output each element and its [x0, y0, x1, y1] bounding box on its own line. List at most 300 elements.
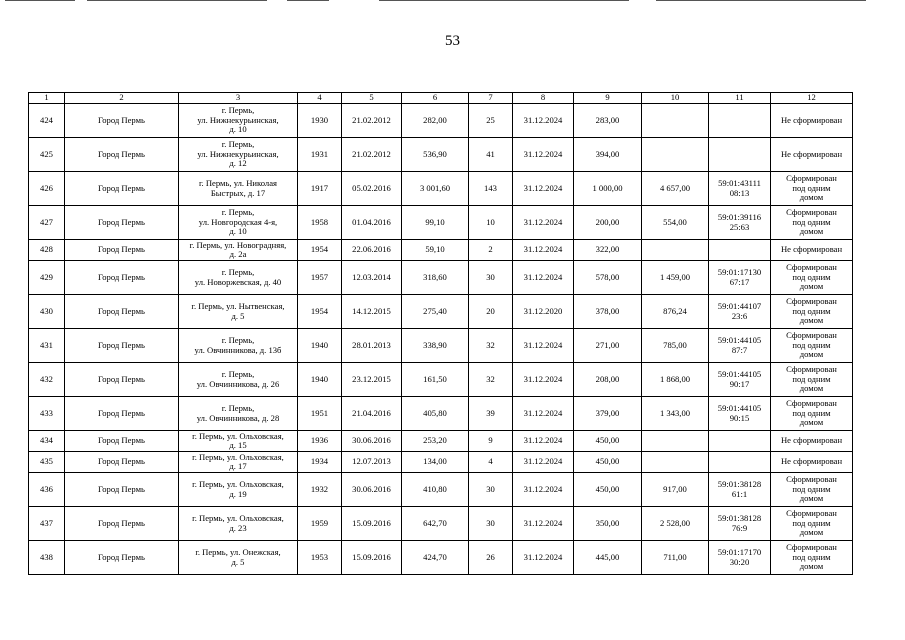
address-line: г. Пермь, ул. Ольховская,: [192, 451, 284, 462]
decision-date: 30.06.2016: [342, 473, 402, 507]
cost-value: 394,00: [574, 138, 642, 172]
cadastral-number: [709, 172, 771, 206]
cadastral-number-line: 59:01:44107: [717, 301, 762, 312]
land-status-line: Сформирован: [786, 364, 837, 375]
municipality: Город Пермь: [65, 172, 179, 206]
row-number: 429: [29, 261, 65, 295]
land-status: [771, 261, 853, 295]
land-status: [771, 541, 853, 575]
build-year: 1917: [298, 172, 342, 206]
cost-value: 379,00: [574, 397, 642, 431]
deadline-date: 31.12.2024: [513, 397, 574, 431]
deadline-date: 31.12.2024: [513, 240, 574, 261]
build-year: 1954: [298, 240, 342, 261]
address: [179, 431, 298, 452]
column-header-5: 5: [342, 93, 402, 104]
decision-date: 01.04.2016: [342, 206, 402, 240]
municipality: Город Пермь: [65, 329, 179, 363]
cost-value: 445,00: [574, 541, 642, 575]
residents-count: 30: [469, 261, 513, 295]
land-status-line: Не сформирован: [780, 148, 843, 159]
land-status-line: Сформирован: [786, 398, 837, 409]
decision-date: 21.02.2012: [342, 104, 402, 138]
municipality: Город Пермь: [65, 431, 179, 452]
cost-value: 1 000,00: [574, 172, 642, 206]
address-line: г. Пермь, ул. Новоградняя,: [189, 239, 287, 250]
cadastral-number-line: 59:01:38128: [717, 513, 762, 524]
build-year: 1936: [298, 431, 342, 452]
area: 536,90: [402, 138, 469, 172]
cadastral-number: [709, 206, 771, 240]
residents-count: 143: [469, 172, 513, 206]
address-line: д. 10: [229, 124, 247, 135]
land-status-line: домом: [799, 192, 824, 203]
land-area: [642, 452, 709, 473]
address-line: г. Пермь,: [221, 369, 255, 380]
area: 424,70: [402, 541, 469, 575]
address-line: г. Пермь, ул. Ольховская,: [192, 430, 284, 441]
decision-date: 30.06.2016: [342, 431, 402, 452]
address: [179, 363, 298, 397]
table-row: [29, 295, 853, 329]
residents-count: 9: [469, 431, 513, 452]
address: [179, 452, 298, 473]
land-status-line: Сформирован: [786, 262, 837, 273]
cadastral-number-line: 67:17: [729, 276, 750, 287]
land-area: 1 343,00: [642, 397, 709, 431]
land-status-line: домом: [799, 349, 824, 360]
column-header-6: 6: [402, 93, 469, 104]
cadastral-number: [709, 329, 771, 363]
address-line: д. 15: [229, 440, 247, 450]
scan-edge-line: [87, 0, 267, 1]
residents-count: 26: [469, 541, 513, 575]
cadastral-number: [709, 138, 771, 172]
deadline-date: 31.12.2024: [513, 452, 574, 473]
address-line: ул. Овчинникова, д. 13б: [194, 344, 282, 355]
column-header-3: 3: [179, 93, 298, 104]
row-number: 426: [29, 172, 65, 206]
address-line: г. Пермь,: [221, 207, 255, 218]
column-header-7: 7: [469, 93, 513, 104]
land-area: [642, 104, 709, 138]
area: 318,60: [402, 261, 469, 295]
address: [179, 206, 298, 240]
decision-date: 15.09.2016: [342, 507, 402, 541]
build-year: 1931: [298, 138, 342, 172]
municipality: Город Пермь: [65, 452, 179, 473]
address-line: г. Пермь, ул. Онежская,: [195, 547, 281, 558]
land-status-line: Сформирован: [786, 296, 837, 307]
table-row: [29, 431, 853, 452]
build-year: 1959: [298, 507, 342, 541]
municipality: Город Пермь: [65, 104, 179, 138]
land-status-line: под одним: [792, 483, 831, 494]
land-status: [771, 104, 853, 138]
land-area: 917,00: [642, 473, 709, 507]
cadastral-number: [709, 431, 771, 452]
cost-value: 208,00: [574, 363, 642, 397]
land-status: [771, 452, 853, 473]
land-status-line: Не сформирован: [780, 435, 843, 446]
row-number: 436: [29, 473, 65, 507]
cadastral-number-line: 90:15: [729, 412, 750, 423]
cadastral-number-line: 59:01:17130: [717, 267, 762, 278]
land-status-line: Не сформирован: [780, 114, 843, 125]
land-status-line: домом: [799, 226, 824, 237]
area: 642,70: [402, 507, 469, 541]
column-header-11: 11: [709, 93, 771, 104]
municipality: Город Пермь: [65, 541, 179, 575]
municipality: Город Пермь: [65, 473, 179, 507]
cadastral-number-line: 76:9: [731, 522, 748, 533]
column-header-1: 1: [29, 93, 65, 104]
municipality: Город Пермь: [65, 206, 179, 240]
land-status-line: под одним: [792, 517, 831, 528]
build-year: 1954: [298, 295, 342, 329]
deadline-date: 31.12.2024: [513, 104, 574, 138]
address-line: г. Пермь, ул. Николая: [199, 178, 277, 189]
land-status-line: домом: [799, 315, 824, 326]
address-line: д. 5: [231, 556, 245, 567]
address-line: ул. Новоржевская, д. 40: [194, 276, 282, 287]
residents-count: 30: [469, 507, 513, 541]
area: 410,80: [402, 473, 469, 507]
address-line: г. Пермь,: [221, 105, 255, 116]
land-status-line: домом: [799, 281, 824, 292]
address-line: Быстрых, д. 17: [210, 187, 266, 198]
residents-count: 20: [469, 295, 513, 329]
table-header-row: [29, 93, 853, 104]
cadastral-number-line: 25:63: [729, 221, 750, 232]
address: [179, 261, 298, 295]
address-line: д. 2а: [229, 249, 247, 259]
residents-count: 2: [469, 240, 513, 261]
build-year: 1940: [298, 329, 342, 363]
municipality: Город Пермь: [65, 397, 179, 431]
address-line: г. Пермь,: [221, 139, 255, 150]
area: 3 001,60: [402, 172, 469, 206]
cadastral-number-line: 59:01:39116: [717, 212, 762, 223]
decision-date: 14.12.2015: [342, 295, 402, 329]
row-number: 435: [29, 452, 65, 473]
deadline-date: 31.12.2024: [513, 431, 574, 452]
table-row: [29, 206, 853, 240]
registry-table: [28, 92, 853, 575]
land-area: [642, 138, 709, 172]
land-status-line: под одним: [792, 373, 831, 384]
residents-count: 32: [469, 363, 513, 397]
table-row: [29, 507, 853, 541]
address-line: г. Пермь,: [221, 267, 255, 278]
cost-value: 378,00: [574, 295, 642, 329]
deadline-date: 31.12.2024: [513, 172, 574, 206]
cadastral-number: [709, 541, 771, 575]
residents-count: 32: [469, 329, 513, 363]
municipality: Город Пермь: [65, 240, 179, 261]
residents-count: 25: [469, 104, 513, 138]
address-line: ул. Новгородская 4-я,: [198, 216, 278, 227]
land-area: 876,24: [642, 295, 709, 329]
address: [179, 172, 298, 206]
address-line: д. 12: [229, 158, 247, 169]
build-year: 1940: [298, 363, 342, 397]
land-area: [642, 431, 709, 452]
table-row: [29, 104, 853, 138]
cadastral-number: [709, 295, 771, 329]
land-status: [771, 329, 853, 363]
land-status-line: домом: [799, 383, 824, 394]
cadastral-number-line: 59:01:44105: [717, 335, 762, 346]
build-year: 1934: [298, 452, 342, 473]
land-status-line: под одним: [792, 271, 831, 282]
row-number: 434: [29, 431, 65, 452]
address-line: г. Пермь, ул. Нытвенская,: [191, 301, 285, 312]
cost-value: 450,00: [574, 431, 642, 452]
land-status-line: Не сформирован: [780, 244, 843, 255]
cadastral-number-line: 59:01:44105: [717, 369, 762, 380]
cadastral-number-line: 30:20: [729, 556, 750, 567]
cost-value: 322,00: [574, 240, 642, 261]
cadastral-number-line: 87:7: [731, 344, 748, 355]
cost-value: 283,00: [574, 104, 642, 138]
table-row: [29, 363, 853, 397]
land-area: [642, 240, 709, 261]
deadline-date: 31.12.2024: [513, 138, 574, 172]
land-status-line: Сформирован: [786, 330, 837, 341]
land-status: [771, 473, 853, 507]
land-status-line: под одним: [792, 216, 831, 227]
area: 59,10: [402, 240, 469, 261]
column-header-9: 9: [574, 93, 642, 104]
row-number: 424: [29, 104, 65, 138]
decision-date: 21.04.2016: [342, 397, 402, 431]
table-row: [29, 138, 853, 172]
address-line: г. Пермь,: [221, 335, 255, 346]
residents-count: 10: [469, 206, 513, 240]
cadastral-number-line: 59:01:44105: [717, 403, 762, 414]
cadastral-number-line: 59:01:38128: [717, 479, 762, 490]
land-status: [771, 138, 853, 172]
land-status: [771, 172, 853, 206]
cost-value: 200,00: [574, 206, 642, 240]
land-area: 4 657,00: [642, 172, 709, 206]
deadline-date: 31.12.2024: [513, 261, 574, 295]
land-status-line: Сформирован: [786, 474, 837, 485]
land-status-line: Сформирован: [786, 207, 837, 218]
area: 161,50: [402, 363, 469, 397]
cadastral-number: [709, 473, 771, 507]
municipality: Город Пермь: [65, 295, 179, 329]
municipality: Город Пермь: [65, 507, 179, 541]
build-year: 1958: [298, 206, 342, 240]
deadline-date: 31.12.2024: [513, 507, 574, 541]
land-status-line: Сформирован: [786, 508, 837, 519]
land-area: 711,00: [642, 541, 709, 575]
area: 275,40: [402, 295, 469, 329]
residents-count: 4: [469, 452, 513, 473]
municipality: Город Пермь: [65, 138, 179, 172]
row-number: 438: [29, 541, 65, 575]
area: 253,20: [402, 431, 469, 452]
land-area: 785,00: [642, 329, 709, 363]
table-row: [29, 541, 853, 575]
build-year: 1930: [298, 104, 342, 138]
decision-date: 12.03.2014: [342, 261, 402, 295]
row-number: 433: [29, 397, 65, 431]
residents-count: 41: [469, 138, 513, 172]
land-status: [771, 363, 853, 397]
row-number: 428: [29, 240, 65, 261]
row-number: 437: [29, 507, 65, 541]
deadline-date: 31.12.2024: [513, 206, 574, 240]
deadline-date: 31.12.2024: [513, 541, 574, 575]
cadastral-number: [709, 261, 771, 295]
land-status-line: домом: [799, 561, 824, 572]
cost-value: 271,00: [574, 329, 642, 363]
decision-date: 23.12.2015: [342, 363, 402, 397]
address-line: д. 10: [229, 226, 247, 237]
address-line: ул. Нижнекурьинская,: [197, 148, 279, 159]
decision-date: 22.06.2016: [342, 240, 402, 261]
land-status-line: под одним: [792, 551, 831, 562]
decision-date: 21.02.2012: [342, 138, 402, 172]
land-status-line: домом: [799, 527, 824, 538]
table-body: [29, 104, 853, 575]
municipality: Город Пермь: [65, 363, 179, 397]
build-year: 1953: [298, 541, 342, 575]
cost-value: 450,00: [574, 452, 642, 473]
table-row: [29, 261, 853, 295]
address: [179, 295, 298, 329]
residents-count: 39: [469, 397, 513, 431]
deadline-date: 31.12.2024: [513, 473, 574, 507]
deadline-date: 31.12.2024: [513, 329, 574, 363]
address-line: ул. Овчинникова, д. 26: [196, 378, 280, 389]
address-line: ул. Овчинникова, д. 28: [196, 412, 280, 423]
land-area: 2 528,00: [642, 507, 709, 541]
address: [179, 104, 298, 138]
residents-count: 30: [469, 473, 513, 507]
decision-date: 28.01.2013: [342, 329, 402, 363]
land-area: 1 868,00: [642, 363, 709, 397]
table-row: [29, 240, 853, 261]
address: [179, 138, 298, 172]
scan-edge-line: [5, 0, 75, 1]
address: [179, 541, 298, 575]
land-status-line: домом: [799, 417, 824, 428]
land-status-line: домом: [799, 493, 824, 504]
land-status-line: под одним: [792, 339, 831, 350]
land-status-line: Не сформирован: [780, 456, 843, 467]
column-header-4: 4: [298, 93, 342, 104]
address: [179, 329, 298, 363]
municipality: Город Пермь: [65, 261, 179, 295]
decision-date: 05.02.2016: [342, 172, 402, 206]
cadastral-number: [709, 397, 771, 431]
land-status: [771, 397, 853, 431]
table-row: [29, 397, 853, 431]
page-number: 53: [445, 33, 460, 49]
cadastral-number-line: 90:17: [729, 378, 750, 389]
area: 405,80: [402, 397, 469, 431]
cadastral-number-line: 59:01:43111: [718, 178, 761, 189]
cadastral-number: [709, 452, 771, 473]
area: 134,00: [402, 452, 469, 473]
row-number: 430: [29, 295, 65, 329]
table-row: [29, 172, 853, 206]
cadastral-number-line: 08:13: [729, 187, 750, 198]
address-line: ул. Нижнекурьинская,: [197, 114, 279, 125]
address: [179, 507, 298, 541]
address-line: д. 17: [229, 461, 247, 471]
row-number: 431: [29, 329, 65, 363]
column-header-2: 2: [65, 93, 179, 104]
area: 338,90: [402, 329, 469, 363]
cadastral-number: [709, 507, 771, 541]
land-status-line: под одним: [792, 182, 831, 193]
land-status: [771, 431, 853, 452]
cadastral-number: [709, 240, 771, 261]
area: 99,10: [402, 206, 469, 240]
address: [179, 397, 298, 431]
cost-value: 350,00: [574, 507, 642, 541]
land-status-line: Сформирован: [786, 542, 837, 553]
land-status: [771, 206, 853, 240]
address-line: г. Пермь, ул. Ольховская,: [192, 479, 284, 490]
land-status: [771, 507, 853, 541]
table-row: [29, 329, 853, 363]
column-header-10: 10: [642, 93, 709, 104]
area: 282,00: [402, 104, 469, 138]
cost-value: 578,00: [574, 261, 642, 295]
deadline-date: 31.12.2020: [513, 295, 574, 329]
build-year: 1951: [298, 397, 342, 431]
land-status-line: Сформирован: [786, 173, 837, 184]
land-area: 1 459,00: [642, 261, 709, 295]
scan-edge-line: [656, 0, 866, 1]
deadline-date: 31.12.2024: [513, 363, 574, 397]
decision-date: 12.07.2013: [342, 452, 402, 473]
address-line: г. Пермь, ул. Ольховская,: [192, 513, 284, 524]
row-number: 432: [29, 363, 65, 397]
table-row: [29, 473, 853, 507]
address-line: д. 23: [229, 522, 247, 533]
cadastral-number-line: 61:1: [731, 488, 748, 499]
land-status: [771, 240, 853, 261]
land-status-line: под одним: [792, 305, 831, 316]
address: [179, 240, 298, 261]
build-year: 1957: [298, 261, 342, 295]
column-header-12: 12: [771, 93, 853, 104]
decision-date: 15.09.2016: [342, 541, 402, 575]
cadastral-number: [709, 363, 771, 397]
cadastral-number-line: 59:01:17170: [717, 547, 762, 558]
address: [179, 473, 298, 507]
address-line: д. 5: [231, 310, 245, 321]
land-area: 554,00: [642, 206, 709, 240]
address-line: д. 19: [229, 488, 247, 499]
scan-edge-line: [379, 0, 629, 1]
cadastral-number: [709, 104, 771, 138]
land-status-line: под одним: [792, 407, 831, 418]
address-line: г. Пермь,: [221, 403, 255, 414]
cadastral-number-line: 23:6: [731, 310, 748, 321]
row-number: 427: [29, 206, 65, 240]
cost-value: 450,00: [574, 473, 642, 507]
row-number: 425: [29, 138, 65, 172]
column-header-8: 8: [513, 93, 574, 104]
